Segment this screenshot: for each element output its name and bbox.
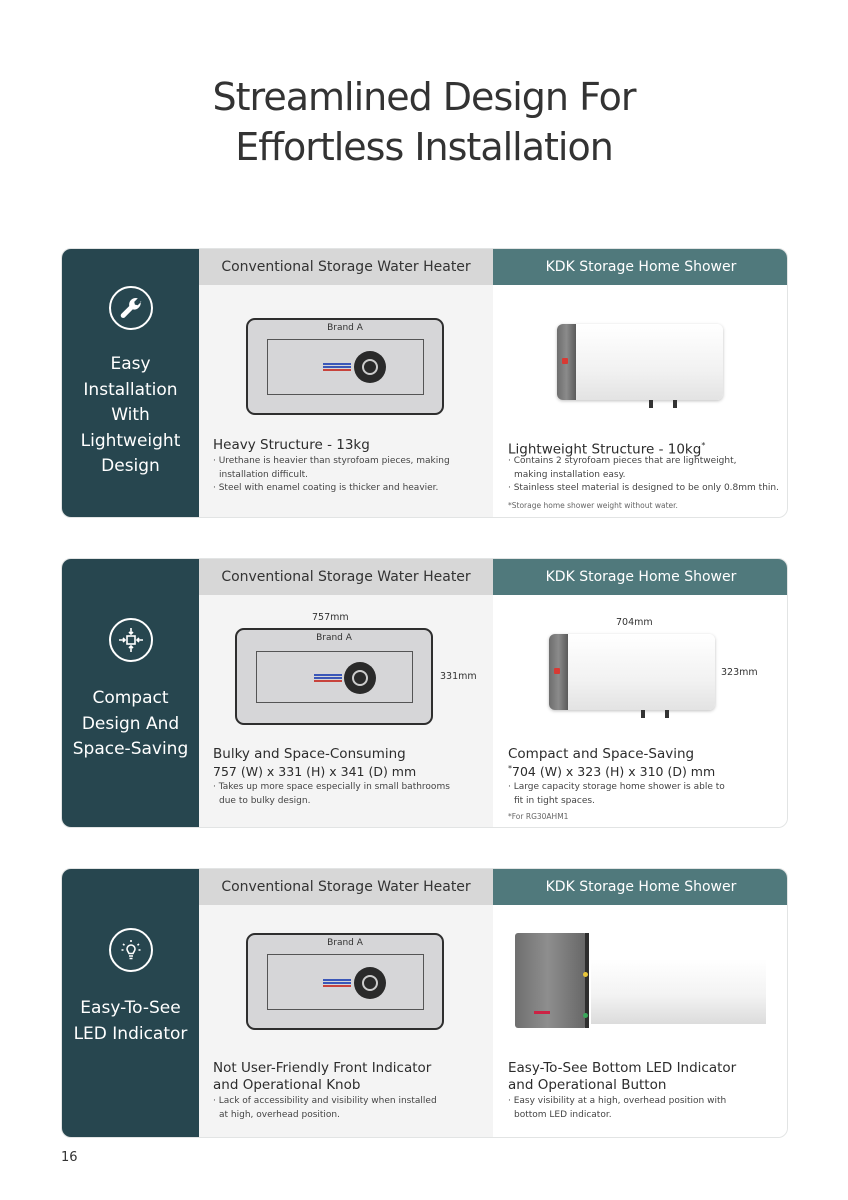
led-indicator-icon xyxy=(583,972,588,977)
kdk-header: KDK Storage Home Shower xyxy=(493,559,788,595)
operational-knob xyxy=(344,662,376,694)
kdk-heater-illustration xyxy=(557,324,723,400)
conventional-title: Heavy Structure - 13kg xyxy=(213,437,370,453)
brand-label: Brand A xyxy=(316,633,352,643)
page-number: 16 xyxy=(61,1150,78,1165)
brand-label: Brand A xyxy=(327,938,363,948)
conventional-bullets: · Takes up more space especially in small bathrooms due to bulky design. xyxy=(213,782,450,806)
kdk-header: KDK Storage Home Shower xyxy=(493,249,788,285)
height-dimension: 323mm xyxy=(721,667,758,678)
kdk-bullets: · Easy visibility at a high, overhead position with bottom LED indicator. xyxy=(508,1096,727,1120)
conventional-title: Bulky and Space-Consuming xyxy=(213,746,406,762)
conventional-dimensions: 757 (W) x 331 (H) x 341 (D) mm xyxy=(213,764,417,779)
footnote: *Storage home shower weight without water. xyxy=(508,501,678,510)
operational-knob xyxy=(354,351,386,383)
page-title-line-1: Streamlined Design For xyxy=(212,75,636,119)
kdk-heater-illustration xyxy=(549,634,715,710)
comparison-card-installation xyxy=(61,248,788,518)
feature-label: Easy-To-See LED Indicator xyxy=(73,998,188,1044)
conventional-heater-illustration xyxy=(246,318,444,415)
footnote: *For RG30AHM1 xyxy=(508,812,569,821)
light-bulb-icon xyxy=(109,928,153,972)
page-title-line-2: Effortless Installation xyxy=(235,125,613,169)
conventional-bullets: · Lack of accessibility and visibility when installed at high, overhead position. xyxy=(213,1096,437,1120)
kdk-title: Easy-To-See Bottom LED Indicator and Operational Button xyxy=(508,1060,737,1093)
kdk-bullets: · Large capacity storage home shower is able to fit in tight spaces. xyxy=(508,782,725,806)
operational-button-icon xyxy=(583,1013,588,1018)
compact-arrows-icon xyxy=(109,618,153,662)
kdk-title: Lightweight Structure - 10kg* xyxy=(508,441,706,458)
kdk-bullets: · Contains 2 styrofoam pieces that are lightweight, making installation easy. · Stainless steel material is designed to be only 0.8mm thin. xyxy=(508,456,779,493)
width-dimension: 757mm xyxy=(312,612,349,623)
feature-label: Easy Installation With Lightweight Design xyxy=(80,354,181,476)
feature-label: Compact Design And Space-Saving xyxy=(72,688,189,759)
feature-sidebar xyxy=(62,249,199,517)
conventional-heater-illustration xyxy=(246,933,444,1030)
comparison-card-led xyxy=(61,868,788,1138)
kdk-heater-closeup xyxy=(515,933,587,1028)
kdk-dimensions: *704 (W) x 323 (H) x 310 (D) mm xyxy=(508,764,716,780)
conventional-header: Conventional Storage Water Heater xyxy=(199,869,493,905)
operational-knob xyxy=(354,967,386,999)
conventional-bullets: · Urethane is heavier than styrofoam pieces, making installation difficult. · Steel with enamel coating is thicker and heavier. xyxy=(213,456,450,493)
height-dimension: 331mm xyxy=(440,671,477,682)
conventional-heater-illustration xyxy=(235,628,433,725)
conventional-header: Conventional Storage Water Heater xyxy=(199,249,493,285)
conventional-header: Conventional Storage Water Heater xyxy=(199,559,493,595)
width-dimension: 704mm xyxy=(616,617,653,628)
wrench-icon xyxy=(109,286,153,330)
feature-sidebar xyxy=(62,559,199,827)
page-title xyxy=(0,72,848,172)
kdk-header: KDK Storage Home Shower xyxy=(493,869,788,905)
feature-sidebar xyxy=(62,869,199,1137)
comparison-card-compact xyxy=(61,558,788,828)
kdk-title: Compact and Space-Saving xyxy=(508,746,695,762)
conventional-title: Not User-Friendly Front Indicator and Operational Knob xyxy=(213,1060,432,1093)
brand-label: Brand A xyxy=(327,323,363,333)
